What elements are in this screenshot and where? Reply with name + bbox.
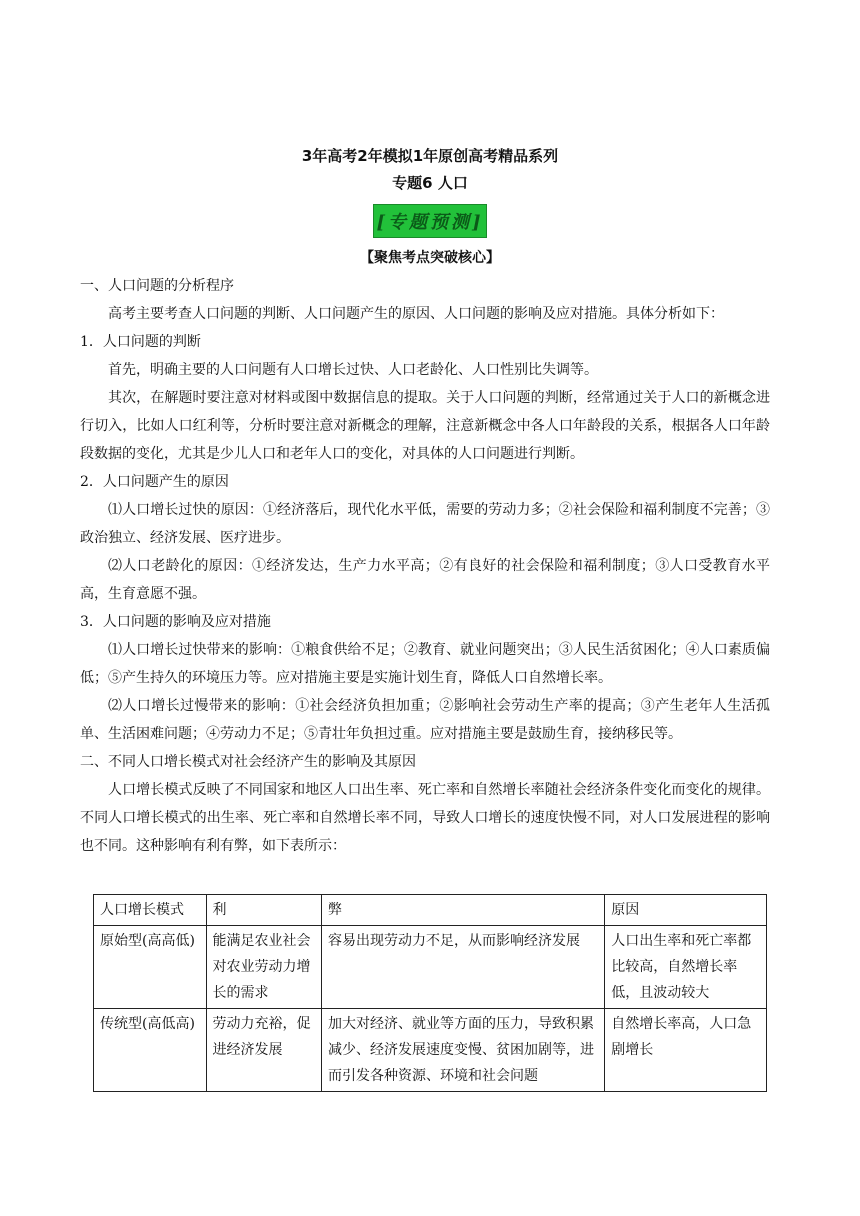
- paragraph: 首先，明确主要的人口问题有人口增长过快、人口老龄化、人口性别比失调等。: [108, 362, 598, 378]
- paragraph: ⑴人口增长过快带来的影响：①粮食供给不足；②教育、就业问题突出；③人民生活贫困化；④人口素质偏低；⑤产生持久的环境压力等。应对措施主要是实施计划生育，降低人口自然增长率。: [80, 642, 770, 686]
- subheading-1: 1．人口问题的判断: [80, 334, 201, 350]
- paragraph: 人口增长模式反映了不同国家和地区人口出生率、死亡率和自然增长率随社会经济条件变化而变化的规律。不同人口增长模式的出生率、死亡率和自然增长率不同，导致人口增长的速度快慢不同，对人口发展进程的影响也不同。这种影响有利有弊，如下表所示：: [80, 782, 770, 854]
- table-row: [94, 926, 767, 1009]
- paragraph: ⑵人口增长过慢带来的影响：①社会经济负担加重；②影响社会劳动生产率的提高；③产生老年人生活孤单、生活困难问题；④劳动力不足；⑤青壮年负担过重。应对措施主要是鼓励生育，接纳移民等。: [80, 698, 770, 742]
- subheading-3: 3．人口问题的影响及应对措施: [80, 614, 271, 630]
- subheading-2: 2．人口问题产生的原因: [80, 474, 229, 490]
- header-cell: 利: [206, 895, 322, 926]
- table-cell: 人口出生率和死亡率都比较高，自然增长率低，且波动较大: [605, 926, 767, 1009]
- paragraph: 其次，在解题时要注意对材料或图中数据信息的提取。关于人口问题的判断，经常通过关于人口的新概念进行切入，比如人口红利等，分析时要注意对新概念的理解，注意新概念中各人口年龄段的关系，根据各人口年龄段数据的变化，尤其是少儿人口和老年人口的变化，对具体的人口问题进行判断。: [80, 390, 770, 462]
- header-cell: 原因: [605, 895, 767, 926]
- paragraph: 高考主要考查人口问题的判断、人口问题产生的原因、人口问题的影响及应对措施。具体分析如下：: [108, 306, 724, 322]
- header-cell: 弊: [322, 895, 605, 926]
- growth-model-table: [93, 894, 767, 1092]
- table-cell: 原始型(高高低): [94, 926, 207, 1009]
- series-title: 3年高考2年模拟1年原创高考精品系列: [301, 147, 559, 165]
- table-row: [94, 1009, 767, 1092]
- table-cell: 自然增长率高，人口急剧增长: [605, 1009, 767, 1092]
- section-subhead: 【聚焦考点突破核心】: [360, 250, 500, 266]
- heading-1: 一、人口问题的分析程序: [80, 278, 234, 294]
- table-cell: 传统型(高低高): [94, 1009, 207, 1092]
- header-cell: 人口增长模式: [94, 895, 207, 926]
- topic-title: 专题6 人口: [392, 174, 468, 192]
- paragraph: ⑵人口老龄化的原因：①经济发达，生产力水平高；②有良好的社会保险和福利制度；③人口受教育水平高，生育意愿不强。: [80, 558, 770, 602]
- table-cell: 能满足农业社会对农业劳动力增长的需求: [206, 926, 322, 1009]
- table-cell: 加大对经济、就业等方面的压力，导致积累减少、经济发展速度变慢、贫困加剧等，进而引发各种资源、环境和社会问题: [322, 1009, 605, 1092]
- table-cell: 劳动力充裕，促进经济发展: [206, 1009, 322, 1092]
- table-cell: 容易出现劳动力不足，从而影响经济发展: [322, 926, 605, 1009]
- banner-text: [专题预测]: [376, 212, 484, 233]
- body-text: [80, 272, 770, 860]
- topic-banner: [373, 204, 487, 238]
- heading-2: 二、不同人口增长模式对社会经济产生的影响及其原因: [80, 754, 416, 770]
- paragraph: ⑴人口增长过快的原因：①经济落后，现代化水平低，需要的劳动力多；②社会保险和福利制度不完善；③政治独立、经济发展、医疗进步。: [80, 502, 770, 546]
- table-header-row: [94, 895, 767, 926]
